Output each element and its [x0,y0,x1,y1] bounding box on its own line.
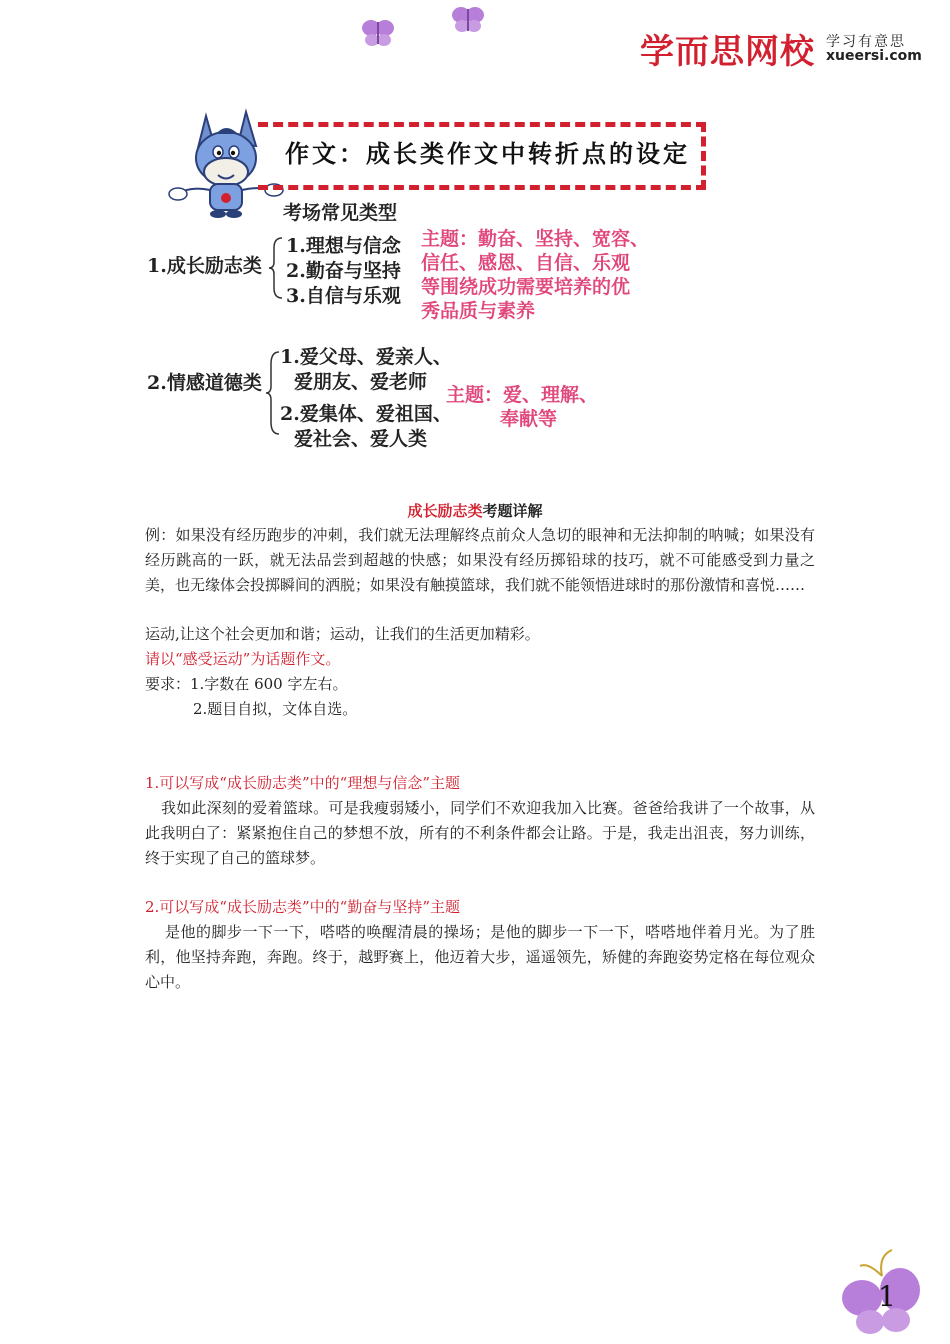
page-title: 作文：成长类作文中转折点的设定 [285,139,690,168]
category-emotion-theme: 奉献等 [500,408,558,430]
example-paragraph: 例：如果没有经历跑步的冲刺，我们就无法理解终点前众人急切的眼神和无法抑制的呐喊；如果没有经历跳高的一跃，就无法品尝到超越的快感；如果没有经历掷铅球的技巧，就不可能感受到力量之美，也无缘体会投掷瞬间的洒脱；如果没有触摸篮球，我们就不能领悟进球时的那份激情和喜悦…… [145,526,815,594]
category-growth-item: 1.理想与信念 [286,235,401,257]
answer-title: 1.可以写成“成长励志类”中的“理想与信念”主题 [145,774,460,792]
category-growth-item: 2.勤奋与坚持 [286,260,401,282]
category-growth-theme: 秀品质与素养 [421,300,536,322]
category-emotion-item: 1.爱父母、爱亲人、 [280,346,452,368]
section-title-highlight: 成长励志类 [407,502,483,520]
brace-icon [265,350,281,436]
example-paragraph: 运动,让这个社会更加和谐；运动，让我们的生活更加精彩。 [145,625,540,643]
brace-icon [268,236,284,300]
butterfly-icon [358,14,398,50]
category-growth-theme: 等围绕成功需要培养的优 [421,276,631,298]
category-growth-item: 3.自信与乐观 [286,285,401,307]
essay-requirement: 2.题目自拟，文体自选。 [193,700,358,718]
category-emotion-item: 爱朋友、爱老师 [294,371,428,393]
category-emotion-item: 爱社会、爱人类 [294,428,428,450]
section-title-rest: 考题详解 [482,502,543,520]
section-title [0,500,950,521]
category-emotion-theme: 主题：爱、理解、 [446,384,599,406]
category-growth-theme: 主题：勤奋、坚持、宽容、 [421,228,650,250]
answer-text: 是他的脚步一下一下，嗒嗒的唤醒清晨的操场；是他的脚步一下一下，嗒嗒地伴着月光。为了胜利，他坚持奔跑，奔跑。终于，越野赛上，他迈着大步，遥遥领先，矫健的奔跑姿势定格在每位观众心中。 [145,923,815,991]
brand-slogan: 学习有意思 [826,34,906,50]
essay-prompt: 请以“感受运动”为话题作文。 [145,650,341,668]
diagram-heading: 考场常见类型 [283,202,398,224]
butterfly-icon [448,2,488,36]
answer-title: 2.可以写成“成长励志类”中的“勤奋与坚持”主题 [145,898,460,916]
answer-text: 我如此深刻的爱着篮球。可是我瘦弱矮小，同学们不欢迎我加入比赛。爸爸给我讲了一个故事，从此我明白了：紧紧抱住自己的梦想不放，所有的不利条件都会让路。于是，我走出沮丧，努力训练，终于实现了自己的篮球梦。 [145,799,815,867]
brand-url: xueersi.com [826,48,922,64]
page-number: 1 [878,1280,896,1313]
brand-logo: 学而思网校 [640,32,815,72]
category-growth-theme: 信任、感恩、自信、乐观 [421,252,631,274]
essay-requirement: 要求：1.字数在 600 字左右。 [145,675,348,693]
category-emotion-label: 2.情感道德类 [147,372,262,394]
category-emotion-item: 2.爱集体、爱祖国、 [280,403,452,425]
category-growth-label: 1.成长励志类 [147,255,262,277]
